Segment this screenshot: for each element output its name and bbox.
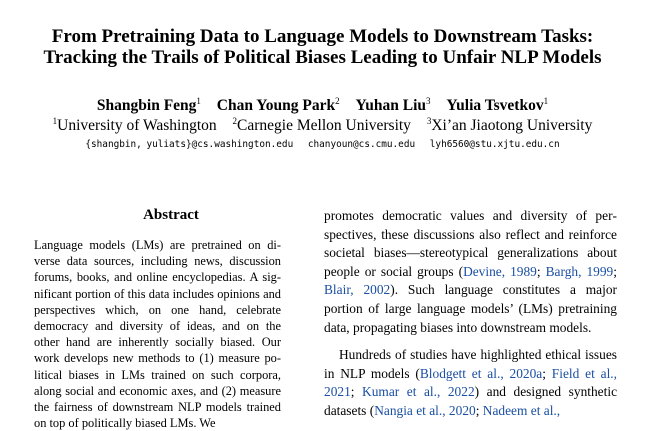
email-list [0, 139, 645, 151]
affiliation-name: Carnegie Mellon University [237, 117, 411, 134]
citation-link[interactable]: Devine, 1989 [463, 263, 537, 279]
citation-separator: ; [613, 263, 617, 279]
author-affiliation-mark: 2 [335, 95, 340, 106]
affiliation [53, 117, 217, 134]
affiliation-mark: 3 [426, 115, 432, 126]
citation-link[interactable]: Blair, 2002 [324, 282, 391, 298]
body-column [324, 207, 617, 421]
citation-link[interactable]: Field et al., 2021 [324, 365, 618, 400]
email-address: chanyoun@cs.cmu.edu [307, 139, 416, 150]
author-affiliation-mark: 3 [426, 95, 431, 106]
abstract-heading: Abstract [143, 207, 199, 223]
body-paragraph [324, 346, 617, 420]
author-name: Yuhan Liu [355, 97, 426, 114]
paper-title [0, 26, 645, 68]
paper-title-line-1: From Pretraining Data to Language Models to Downstream Tasks: [51, 26, 594, 47]
author-affiliation-mark: 1 [543, 95, 549, 106]
body-text: ) and designed synthetic datasets ( [324, 384, 618, 418]
body-text: promotes democratic values and diversity of perspectives, these discussions also reflect and reinforce societal biases—stereotypical generalizations about people or social groups ( [324, 208, 617, 279]
author-affiliation-mark: 1 [196, 95, 201, 106]
citation-separator: ; [542, 365, 552, 381]
body-text: ). Such language constitutes a major portion of large language models’ (LMs) pretraining data, propagating biases into downstream models. [324, 282, 617, 335]
citation-link[interactable]: Nangia et al., 2020 [374, 402, 476, 418]
citation-link[interactable]: Nadeem et al., [482, 402, 561, 418]
email-address: {shangbin, yuliats}@cs.washington.edu [85, 139, 294, 150]
affiliation-mark: 2 [232, 115, 238, 126]
author [217, 97, 340, 114]
author [355, 97, 430, 114]
paper-title-line-2: Tracking the Trails of Political Biases Leading to Unfair NLP Models [43, 47, 602, 68]
author [97, 97, 201, 114]
citation-separator: ; [475, 402, 483, 418]
body-text: Hundreds of studies have highlighted ethical issues in NLP models ( [324, 347, 617, 381]
affiliation-name: Xi’an Jiaotong University [431, 117, 593, 134]
author-list [0, 96, 645, 115]
citation-link[interactable]: Bargh, 1999 [545, 263, 614, 279]
abstract-text: Language models (LMs) are pretrained on diverse data sources, including news, discussion forums, books, and online encyclopedias. A significant portion of this data includes opinions and perspectives which, on one hand, celebrate democracy and diversity of ideas, and on the other hand are inherently socially biased. Our work develops new methods to (1) measure political biases in LMs trained on such corpora, along social and economic axes, and (2) measure the fairness of downstream NLP models trained on top of politically biased LMs. We [34, 238, 281, 431]
affiliation-mark: 1 [52, 115, 58, 126]
affiliation-list [0, 116, 645, 135]
citation-separator: ; [350, 384, 363, 400]
body-paragraph [324, 207, 617, 337]
email-address: lyh6560@stu.xjtu.edu.cn [429, 139, 560, 150]
citation-separator: ; [536, 263, 546, 279]
affiliation-name: University of Washington [57, 117, 217, 134]
author-name: Chan Young Park [216, 97, 336, 114]
citation-link[interactable]: Blodgett et al., 2020a [419, 365, 543, 381]
author-name: Shangbin Feng [96, 97, 197, 114]
citation-link[interactable]: Kumar et al., 2022 [362, 384, 475, 400]
author [446, 97, 548, 114]
affiliation [233, 117, 411, 134]
author-name: Yulia Tsvetkov [446, 97, 544, 114]
affiliation [427, 117, 593, 134]
